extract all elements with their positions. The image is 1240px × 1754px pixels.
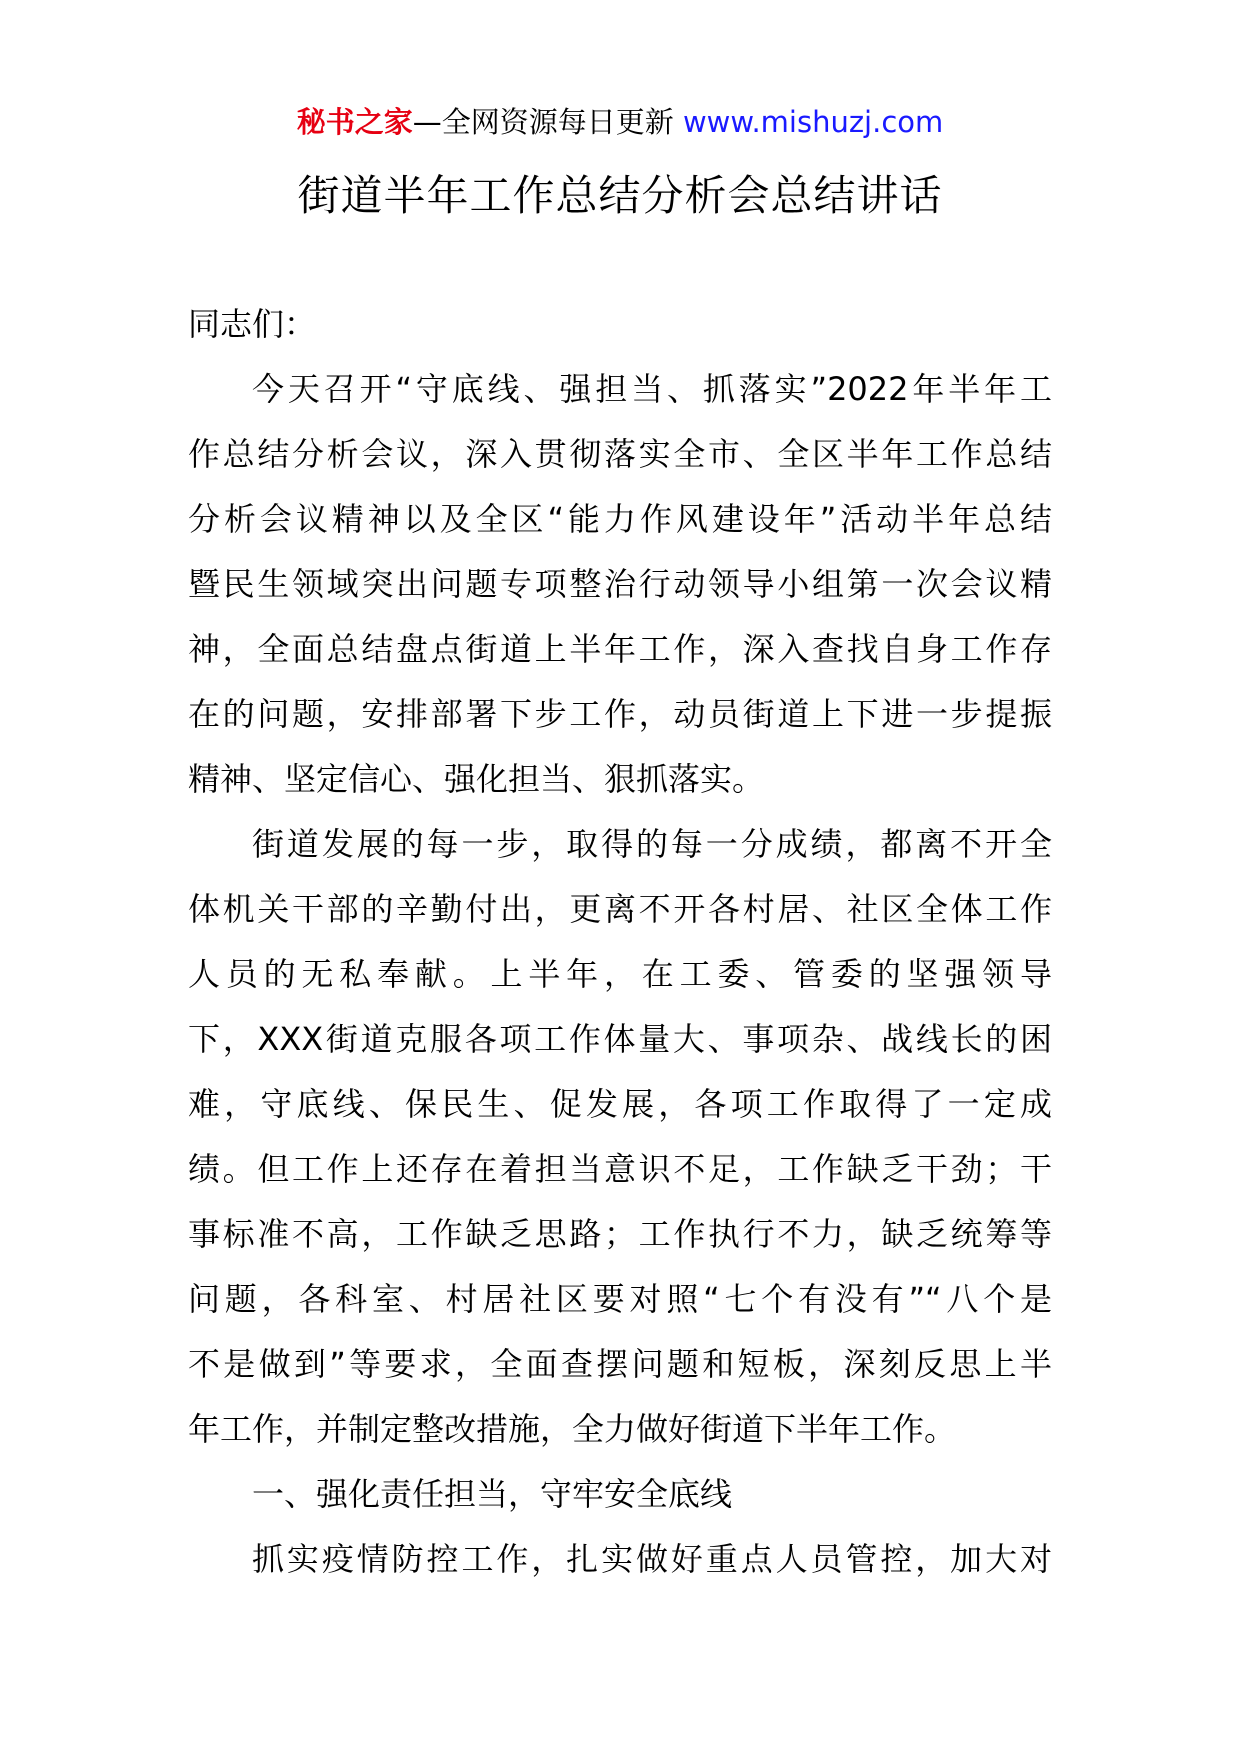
salutation: 同志们： <box>188 305 317 343</box>
text-line: 年工作，并制定整改措施，全力做好街道下半年工作。 <box>188 1410 957 1448</box>
text-line: 体机关干部的辛勤付出，更离不开各村居、社区全体工作 <box>188 890 1052 928</box>
text-line: 抓实疫情防控工作，扎实做好重点人员管控，加大对 <box>252 1540 1052 1578</box>
text-line: 下，XXX街道克服各项工作体量大、事项杂、战线长的困 <box>188 1020 1052 1058</box>
document-title: 街道半年工作总结分析会总结讲话 <box>297 171 943 220</box>
section-heading: 一、强化责任担当，守牢安全底线 <box>252 1475 733 1513</box>
text-line: 今天召开“守底线、强担当、抓落实”2022年半年工 <box>252 370 1052 408</box>
site-header <box>0 100 1240 144</box>
text-line: 不是做到”等要求，全面查摆问题和短板，深刻反思上半 <box>188 1345 1052 1383</box>
text-line: 问题，各科室、村居社区要对照“七个有没有”“八个是 <box>188 1280 1052 1318</box>
text-line: 绩。但工作上还存在着担当意识不足，工作缺乏干劲；干 <box>188 1150 1052 1188</box>
site-url-link[interactable]: www.mishuzj.com <box>682 105 944 139</box>
text-line: 神，全面总结盘点街道上半年工作，深入查找自身工作存 <box>188 630 1052 668</box>
text-line: 事标准不高，工作缺乏思路；工作执行不力，缺乏统筹等 <box>188 1215 1052 1253</box>
text-line: 难，守底线、保民生、促发展，各项工作取得了一定成 <box>188 1085 1052 1123</box>
site-brand: 秘书之家 <box>296 105 413 139</box>
text-line: 分析会议精神以及全区“能力作风建设年”活动半年总结 <box>188 500 1052 538</box>
text-line: 精神、坚定信心、强化担当、狠抓落实。 <box>188 760 765 798</box>
text-line: 作总结分析会议，深入贯彻落实全市、全区半年工作总结 <box>188 435 1052 473</box>
document-body <box>188 292 1052 1592</box>
site-slogan: —全网资源每日更新 <box>412 105 674 139</box>
text-line: 人员的无私奉献。上半年，在工委、管委的坚强领导 <box>188 955 1052 993</box>
text-line: 街道发展的每一步，取得的每一分成绩，都离不开全 <box>252 825 1052 863</box>
text-line: 在的问题，安排部署下步工作，动员街道上下进一步提振 <box>188 695 1052 733</box>
text-line: 暨民生领域突出问题专项整治行动领导小组第一次会议精 <box>188 565 1052 603</box>
